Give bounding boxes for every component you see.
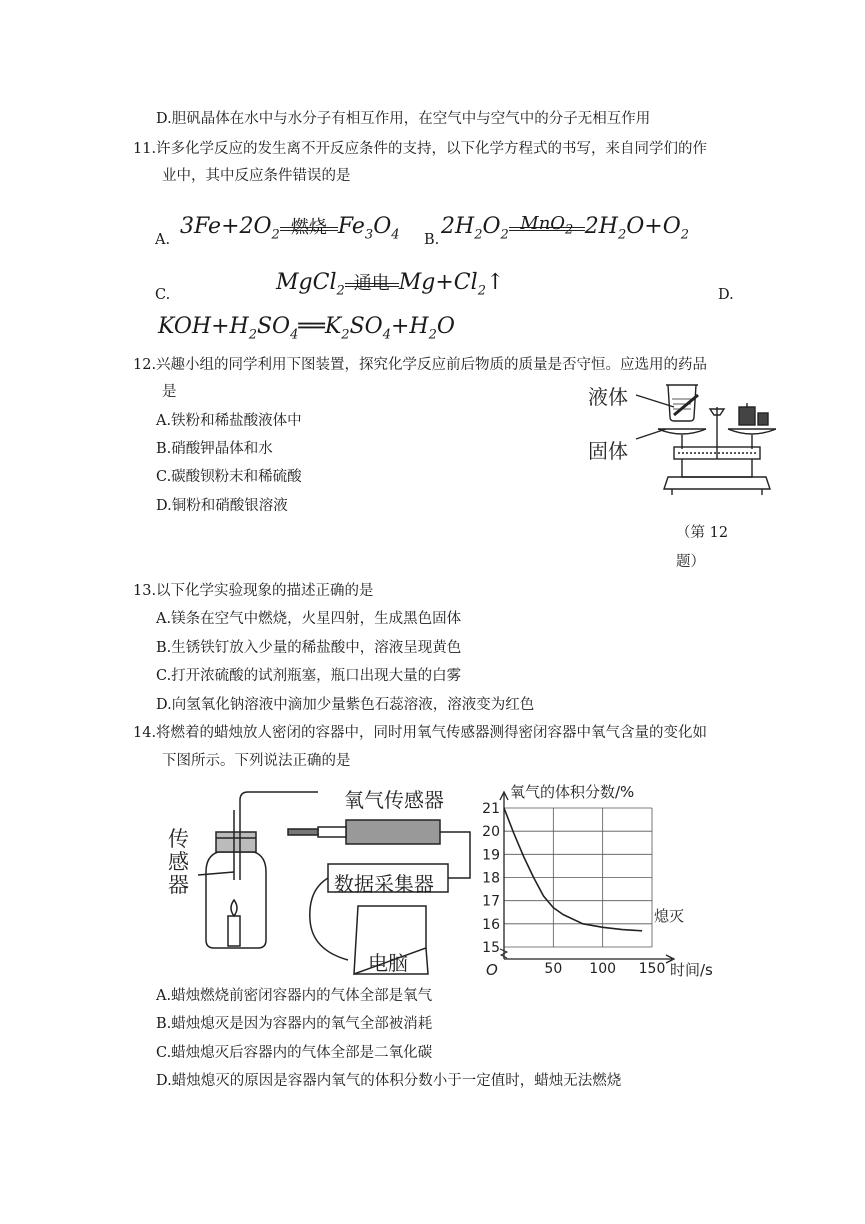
apparatus-label-collector: 数据采集器 [334,872,434,896]
chart-y-tick-label: 15 [482,940,500,956]
q11-label-b: B. [424,232,440,248]
chart-x-tick-label: 150 [638,961,666,977]
q11-equation-c: MgCl$_2$ 通电 $Mg+Cl_2↑$ [276,270,505,299]
chart-y-tick-label: 17 [482,893,500,910]
q12-stem-cont: 是 [162,384,177,400]
chart-annotation: 熄灭 [654,907,685,925]
balance-figure [586,377,776,497]
q11-label-a: A. [155,232,171,248]
q13-option-a: A.镁条在空气中燃烧，火星四射，生成黑色固体 [156,611,462,627]
chart-x-axis-label: 时间/s [670,961,713,979]
chart-x-tick-label: 50 [544,961,563,977]
figure-label-liquid: 液体 [588,385,628,409]
oxygen-sensor-apparatus [168,780,483,980]
q11-equation-d: $KOH+H_2SO_4══K_2SO_4+H_2O$ [158,314,455,343]
chart-y-tick-label: 21 [482,801,500,817]
q11-stem: 11.许多化学反应的发生离不开反应条件的支持，以下化学方程式的书写，来自同学们的作 [133,141,708,157]
chart-y-tick-label: 19 [482,847,500,864]
chart-y-tick-label: 18 [482,870,500,887]
q14-option-c: C.蜡烛熄灭后容器内的气体全部是二氧化碳 [156,1045,433,1061]
q12-caption-cont: 题） [676,554,705,570]
q11-equation-b: $2H_2O_2$ MnO$_2$ $2H_2O+O_2$ [441,213,690,243]
q11-label-c: C. [155,287,171,303]
chart-y-tick-label: 20 [482,824,500,841]
q12-option-d: D.铜粉和硝酸银溶液 [156,498,288,514]
q12-option-b: B.硝酸钾晶体和水 [156,441,273,457]
apparatus-label-computer: 电脑 [368,951,408,975]
condition-b: MnO$_2$ [520,213,574,238]
oxygen-chart [478,775,718,981]
q13-stem: 13.以下化学实验现象的描述正确的是 [133,583,374,599]
q11-label-d: D. [718,287,734,303]
apparatus-label-oxygen-sensor: 氧气传感器 [344,788,444,812]
q10-option-d: D.胆矾晶体在水中与水分子有相互作用，在空气中与空气中的分子无相互作用 [156,111,651,127]
q14-option-b: B.蜡烛熄灭是因为容器内的氧气全部被消耗 [156,1016,433,1032]
q12-option-c: C.碳酸钡粉末和稀硫酸 [156,469,302,485]
q13-option-b: B.生锈铁钉放入少量的稀盐酸中，溶液呈现黄色 [156,640,462,656]
q11-equation-a: $3Fe+2O_2$ 燃烧 $Fe_3O_4$ [180,214,400,243]
q14-option-d: D.蜡烛熄灭的原因是容器内氧气的体积分数小于一定值时，蜡烛无法燃烧 [156,1073,622,1089]
q12-caption: （第 12 [676,525,729,541]
q14-stem-cont: 下图所示。下列说法正确的是 [162,753,351,769]
q12-stem: 12.兴趣小组的同学利用下图装置，探究化学反应前后物质的质量是否守恒。应选用的药品 [133,357,708,373]
chart-origin-label: O [486,961,498,979]
figure-label-solid: 固体 [588,439,628,463]
chart-y-axis-label: 氧气的体积分数/% [510,783,635,801]
q13-option-c: C.打开浓硫酸的试剂瓶塞，瓶口出现大量的白雾 [156,668,462,684]
chart-x-tick-label: 100 [589,961,617,977]
q14-option-a: A.蜡烛燃烧前密闭容器内的气体全部是氧气 [156,988,433,1004]
q11-stem-cont: 业中，其中反应条件错误的是 [162,168,351,184]
q13-option-d: D.向氢氧化钠溶液中滴加少量紫色石蕊溶液，溶液变为红色 [156,697,535,713]
chart-series-line [504,808,642,931]
q12-option-a: A.铁粉和稀盐酸液体中 [156,413,302,429]
chart-y-tick-label: 16 [482,916,500,933]
chart-axis-break [500,949,507,958]
condition-c: 通电 [353,273,390,294]
q14-stem: 14.将燃着的蜡烛放人密闭的容器中，同时用氧气传感器测得密闭容器中氧气含量的变化如 [133,725,708,741]
condition-a: 燃烧 [290,217,327,238]
apparatus-label-sensor: 传感器 [168,827,189,897]
